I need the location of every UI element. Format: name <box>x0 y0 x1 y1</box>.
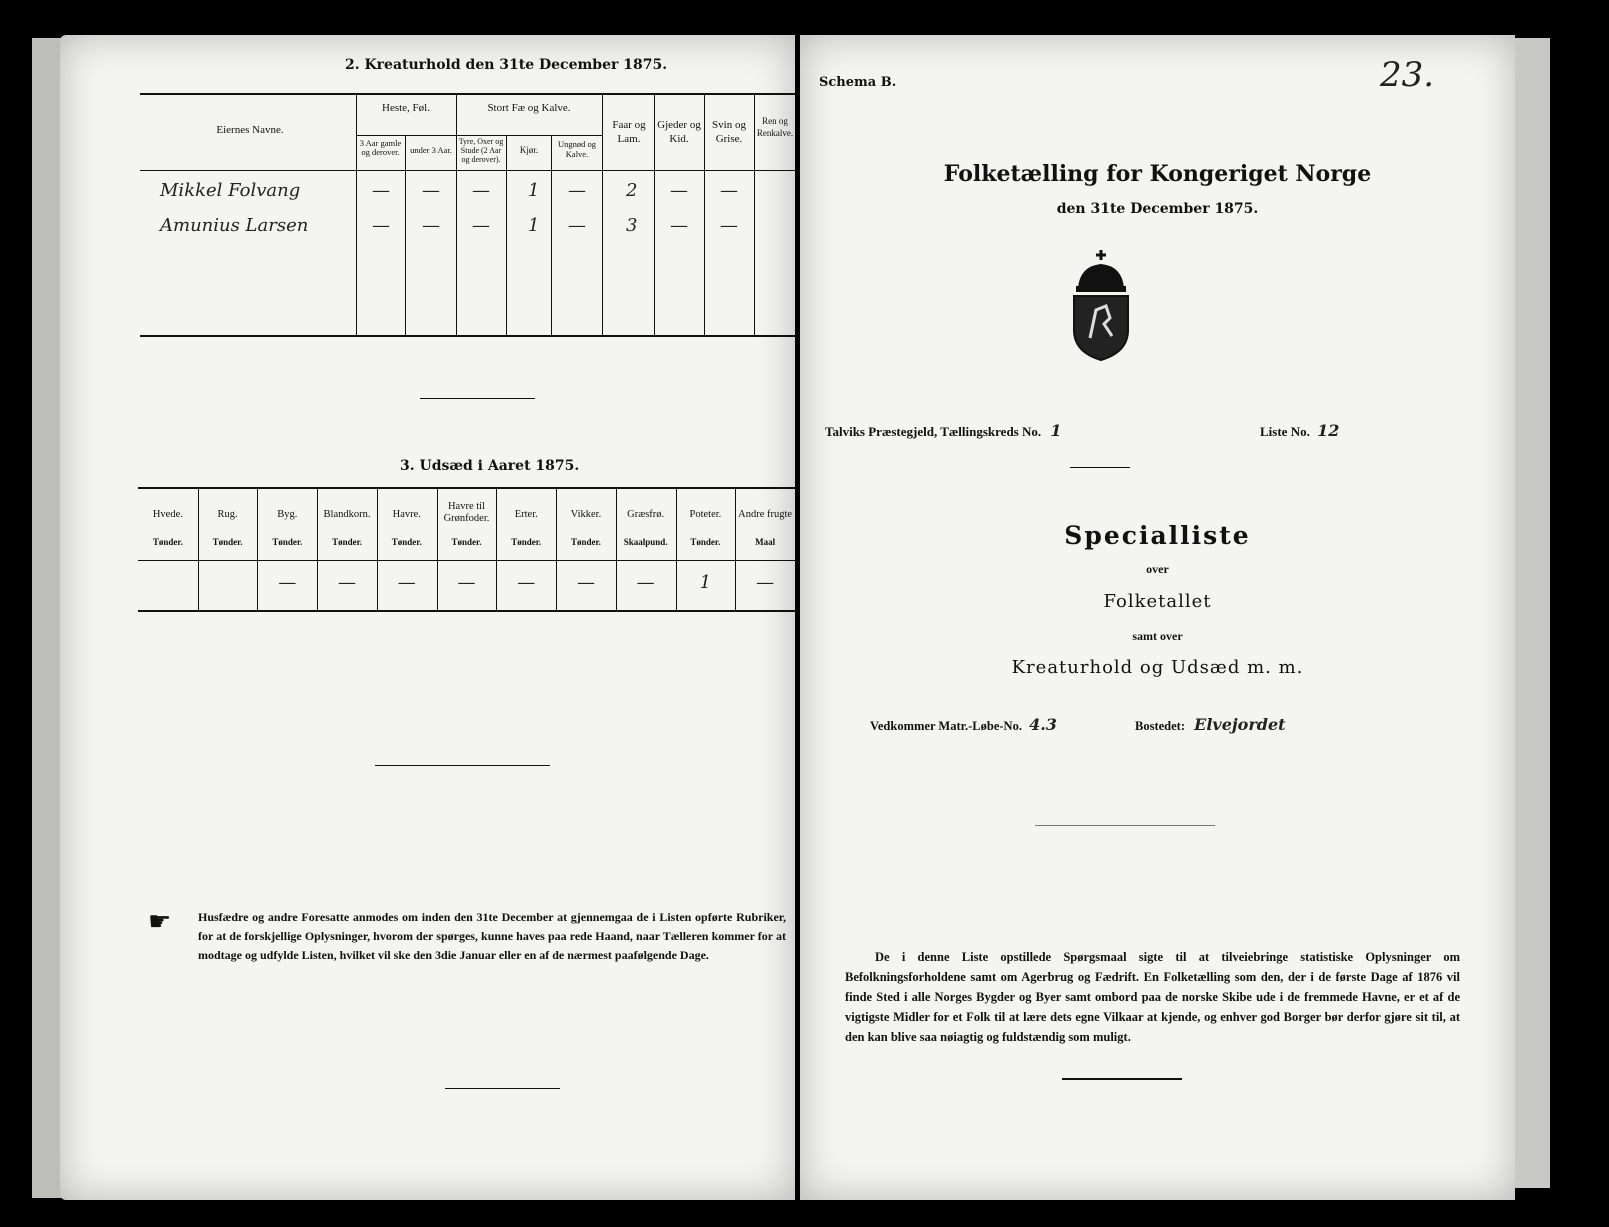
seed-header-unit: Tønder. <box>152 537 183 547</box>
header-sheep: Faar og Lam. <box>612 119 646 145</box>
samt-over-label: samt over <box>1132 629 1183 643</box>
main-title: Folketælling for Kongeriget Norge <box>943 161 1372 187</box>
seed-header-name: Andre frugte <box>738 509 793 520</box>
seed-header-name: Poteter. <box>689 509 722 520</box>
left-page-edge <box>32 38 62 1198</box>
seed-value: — <box>517 572 536 593</box>
cell-goats: — <box>670 180 688 201</box>
census-date: den 31te December 1875. <box>1056 201 1259 217</box>
col-divider <box>551 135 552 335</box>
owner-name: Amunius Larsen <box>160 215 309 236</box>
section3-title: 3. Udsæd i Aaret 1875. <box>400 458 580 474</box>
seed-header-name: Blandkorn. <box>323 509 371 520</box>
seed-table-top <box>138 487 795 489</box>
col-divider <box>506 135 507 335</box>
seed-header-name: Rug. <box>217 509 238 520</box>
seed-header-unit: Tønder. <box>511 537 542 547</box>
section2-title: 2. Kreaturhold den 31te December 1875. <box>345 57 668 73</box>
cell-cattle-a: — <box>472 180 490 201</box>
cell-horses-b: — <box>422 180 440 201</box>
livestock-table-bottom <box>140 335 795 337</box>
cell-horses-a: — <box>372 180 390 201</box>
header-reindeer: Ren og Renkalve. <box>756 116 794 138</box>
seed-header-rule <box>138 560 795 561</box>
district-label: Tællingskreds No. <box>940 424 1042 439</box>
seed-header-unit: Tønder. <box>690 537 721 547</box>
livestock-title: Kreaturhold og Udsæd m. m. <box>1011 657 1304 678</box>
seed-value: 1 <box>699 572 712 593</box>
page-number: 23. <box>1380 55 1435 95</box>
col-divider <box>356 93 357 335</box>
seed-header-name: Erter. <box>514 509 538 520</box>
seed-header-unit: Tønder. <box>570 537 601 547</box>
separator-rule <box>1062 1078 1182 1080</box>
left-page <box>60 35 795 1200</box>
population-title: Folketallet <box>1103 591 1212 612</box>
seed-header-unit: Tønder. <box>391 537 422 547</box>
col-divider <box>198 487 199 610</box>
col-divider <box>654 93 655 335</box>
district-value: 1 <box>1050 421 1062 440</box>
seed-value: — <box>278 572 297 593</box>
owner-name: Mikkel Folvang <box>160 180 301 201</box>
list-line <box>1260 421 1339 440</box>
seed-header-name: Græsfrø. <box>627 509 665 520</box>
seed-header-unit: Tønder. <box>332 537 362 547</box>
schema-label: Schema B. <box>819 75 897 90</box>
matr-line <box>870 715 1057 734</box>
seed-header-name: Havre til Grønfoder. <box>443 501 490 524</box>
seed-header-name: Havre. <box>392 509 421 520</box>
right-page <box>800 35 1515 1200</box>
cell-pigs: — <box>720 215 738 236</box>
cell-horses-a: — <box>372 215 390 236</box>
district-line <box>825 421 1062 440</box>
separator-rule <box>445 1088 560 1089</box>
seed-header-name: Byg. <box>277 509 298 520</box>
seed-value: — <box>756 572 775 593</box>
separator-rule <box>420 398 535 399</box>
separator-rule <box>1035 825 1215 826</box>
seed-header-unit: Maal <box>755 537 776 547</box>
header-cattle-sub1: Tyre, Oxer og Stude (2 Aar og derover). <box>458 137 504 164</box>
seed-header-unit: Tønder. <box>451 537 482 547</box>
cell-cattle-c: — <box>568 215 586 236</box>
seed-header-name: Vikker. <box>570 509 602 520</box>
cell-sheep: 2 <box>626 180 638 201</box>
over-label: over <box>1146 562 1169 576</box>
bosted-line <box>1135 715 1286 734</box>
intro-paragraph: De i denne Liste opstillede Spørgsmaal sigte til at tilveiebringe statistiske Oplysninger om Befolkningsforholdene samt om Agerbrug og Fædrift. En Folketælling som den, der i de første Dage af 1876 vil finde Sted i alle Norges Bygder og Byer samt ombord paa de norske Skibe ude i de fremmede Havne, er et af de vigtigste Midler for et Folk til at lære dets egne Vilkaar at kjende, og enhver god Borger bør derfor gjøre sit til, at den kan blive saa nøiagtig og fuldstændig som muligt. <box>845 950 1460 1044</box>
matr-label: Vedkommer Matr.-Løbe-No. <box>870 719 1022 733</box>
col-divider <box>456 93 457 335</box>
seed-value: — <box>338 572 357 593</box>
cell-cattle-b: 1 <box>528 180 540 201</box>
seed-value: — <box>397 572 416 593</box>
seed-table-bottom <box>138 610 795 612</box>
matr-value: 4.3 <box>1029 715 1057 734</box>
cell-pigs: — <box>720 180 738 201</box>
list-value: 12 <box>1317 421 1340 440</box>
col-divider <box>754 93 755 335</box>
header-cattle-sub2: Kjør. <box>519 145 539 155</box>
header-cattle-sub3: Ungnød og Kalve. <box>557 139 596 159</box>
separator-rule <box>1070 467 1130 468</box>
header-goats: Gjeder og Kid. <box>657 119 701 145</box>
seed-header-name: Hvede. <box>152 509 183 520</box>
sub-header-rule <box>456 135 602 136</box>
right-page-edge <box>1515 38 1550 1188</box>
col-divider <box>602 93 603 335</box>
cell-cattle-c: — <box>568 180 586 201</box>
header-horses-sub2: under 3 Aar. <box>410 145 452 155</box>
cell-cattle-b: 1 <box>528 215 540 236</box>
list-label: Liste No. <box>1260 424 1310 439</box>
header-pigs: Svin og Grise. <box>712 119 746 145</box>
special-list-title: Specialliste <box>1064 521 1251 550</box>
seed-header-unit: Tønder. <box>272 537 303 547</box>
seed-value: — <box>576 572 595 593</box>
cell-goats: — <box>670 215 688 236</box>
coat-of-arms-icon <box>1068 248 1134 363</box>
cell-cattle-a: — <box>472 215 490 236</box>
separator-rule <box>375 765 550 766</box>
seed-header-unit: Tønder. <box>212 537 243 547</box>
notice-text: Husfædre og andre Foresatte anmodes om inden den 31te December at gjennemgaa de i Listen opførte Rubriker, for at de forskjellige Oplysninger, hvorom der spørges, kunne haves paa rede Haand, naar Tælleren kommer for at modtage og udfylde Listen, hvilket vil ske den 3die Januar eller en af de nærmest paafølgende Dage. <box>198 910 786 962</box>
livestock-header-rule <box>140 170 795 171</box>
header-horses: Heste, Føl. <box>382 102 430 114</box>
header-owner: Eiernes Navne. <box>216 124 284 136</box>
seed-value: — <box>636 572 655 593</box>
header-horses-sub1: 3 Aar gamle og derover. <box>359 138 402 157</box>
pointing-hand-icon: ☛ <box>148 907 172 937</box>
livestock-table-top <box>140 93 795 95</box>
bosted-value: Elvejordet <box>1194 715 1286 734</box>
sub-header-rule <box>356 135 456 136</box>
cell-sheep: 3 <box>626 215 638 236</box>
col-divider <box>405 135 406 335</box>
bosted-label: Bostedet: <box>1135 719 1185 733</box>
seed-value: — <box>457 572 476 593</box>
cell-horses-b: — <box>422 215 440 236</box>
parish-label: Talviks Præstegjeld, <box>825 424 938 439</box>
header-cattle: Stort Fæ og Kalve. <box>487 102 571 114</box>
seed-header-unit: Skaalpund. <box>623 537 668 547</box>
col-divider <box>704 93 705 335</box>
